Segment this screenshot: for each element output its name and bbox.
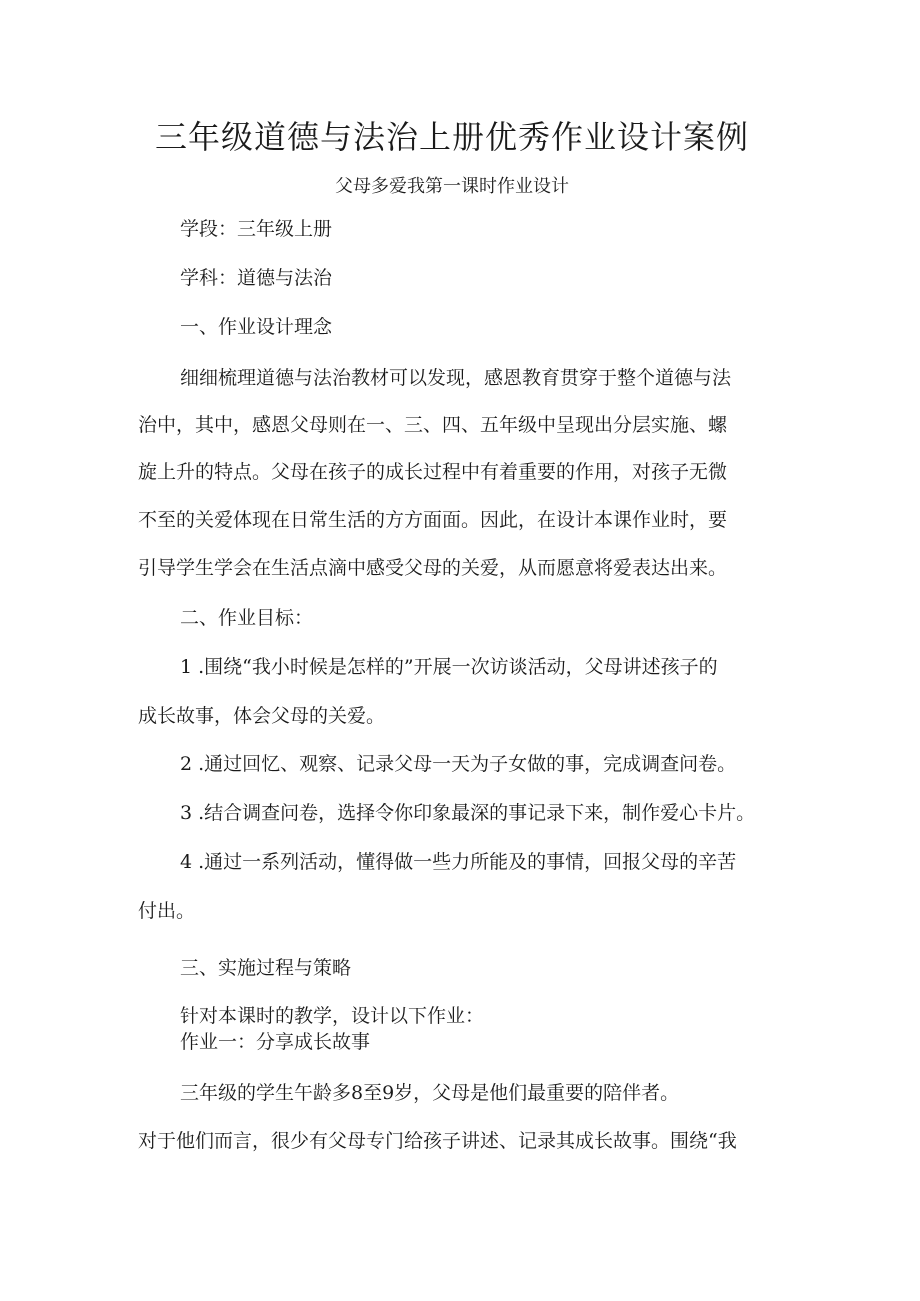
subject-line: 学科：道德与法治 bbox=[180, 267, 333, 289]
section-heading-process: 三、实施过程与策略 bbox=[180, 957, 352, 979]
paragraph-line: 引导学生学会在生活点滴中感受父母的关爱，从而愿意将爱表达出来。 bbox=[138, 557, 728, 579]
assignment-heading: 作业一：分享成长故事 bbox=[180, 1031, 371, 1053]
paragraph-line: 细细梳理道德与法治教材可以发现，感恩教育贯穿于整个道德与法 bbox=[180, 367, 732, 389]
section-heading-concept: 一、作业设计理念 bbox=[180, 316, 333, 338]
goal-item-continuation: 成长故事，体会父母的关爱。 bbox=[138, 705, 386, 727]
goal-item: 2 .通过回忆、观察、记录父母一天为子女做的事，完成调查问卷。 bbox=[180, 753, 737, 775]
paragraph-line: 针对本课时的教学，设计以下作业： bbox=[180, 1005, 485, 1027]
paragraph-line: 旋上升的特点。父母在孩子的成长过程中有着重要的作用，对孩子无微 bbox=[138, 461, 728, 483]
paragraph-line: 三年级的学生午龄多8至9岁，父母是他们最重要的陪伴者。 bbox=[180, 1082, 680, 1104]
paragraph-line: 治中，其中，感恩父母则在一、三、四、五年级中呈现出分层实施、螺 bbox=[138, 414, 728, 436]
goal-item-continuation: 付出。 bbox=[138, 900, 196, 922]
goal-item: 1 .围绕“我小时候是怎样的”开展一次访谈活动，父母讲述孩子的 bbox=[180, 656, 718, 678]
grade-line: 学段：三年级上册 bbox=[180, 218, 333, 240]
paragraph-line: 不至的关爱体现在日常生活的方方面面。因此，在设计本课作业时，要 bbox=[138, 509, 728, 531]
document-subtitle: 父母多爱我第一课时作业设计 bbox=[335, 176, 569, 197]
section-heading-goals: 二、作业目标： bbox=[180, 607, 314, 629]
paragraph-line: 对于他们而言，很少有父母专门给孩子讲述、记录其成长故事。围绕“我 bbox=[138, 1130, 737, 1152]
goal-item: 4 .通过一系列活动，懂得做一些力所能及的事情，回报父母的辛苦 bbox=[180, 851, 737, 873]
goal-item: 3 .结合调查问卷，选择令你印象最深的事记录下来，制作爱心卡片。 bbox=[180, 802, 756, 824]
document-title: 三年级道德与法治上册优秀作业设计案例 bbox=[154, 118, 749, 156]
